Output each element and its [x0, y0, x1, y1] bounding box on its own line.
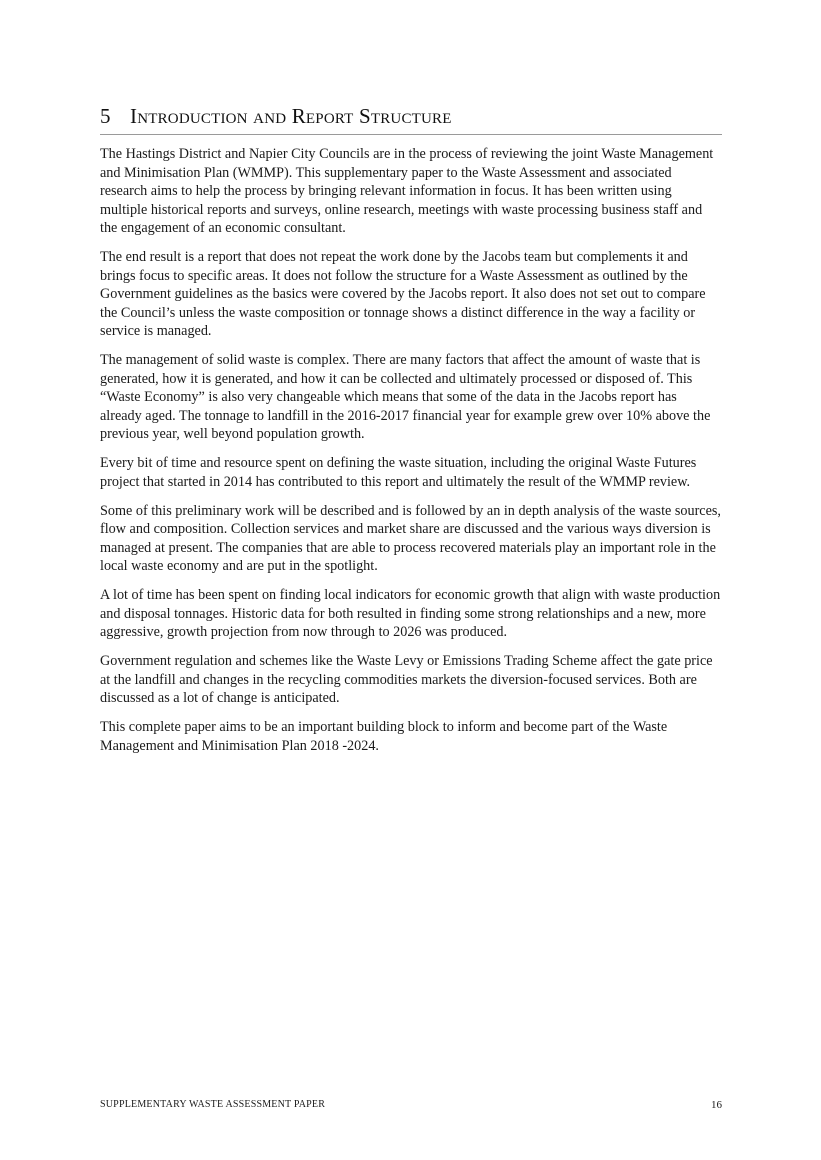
paragraph-intro: The Hastings District and Napier City Councils are in the process of reviewing the joint Waste Management and Minimisation Plan (WMMP). This supplementary paper to the Waste Assessment and associated research aims to help the process by bringing relevant information in focus. It has been written using multiple historical reports and surveys, online research, meetings with waste processing business staff and the engagement of an economic consultant.	[100, 146, 714, 236]
body-text	[100, 145, 722, 766]
section-title: Introduction and Report Structure	[130, 104, 452, 128]
section-heading	[100, 104, 722, 135]
section-number: 5	[100, 104, 111, 128]
paragraph-government-regulation: Government regulation and schemes like the Waste Levy or Emissions Trading Scheme affect the gate price at the landfill and changes in the recycling commodities markets the diversion-focused services. Both are discussed as a lot of change is anticipated.	[100, 653, 713, 706]
paragraph-end-result: The end result is a report that does not repeat the work done by the Jacobs team but complements it and brings focus to specific areas. It does not follow the structure for a Waste Assessment as outlined by the Government guidelines as the basics were covered by the Jacobs report. It also does not set out to compare the Council’s unless the waste composition or tonnage shows a distinct difference in the way a facility or service is managed.	[100, 249, 706, 339]
paragraph-management-complexity: The management of solid waste is complex. There are many factors that affect the amount of waste that is generated, how it is generated, and how it can be collected and ultimately processed or disposed of. This “Waste Economy” is also very changeable which means that some of the data in the Jacobs report has already aged. The tonnage to landfill in the 2016-2017 financial year for example grew over 10% above the previous year, well beyond population growth.	[100, 352, 711, 442]
paragraph-growth-indicators: A lot of time has been spent on finding local indicators for economic growth that align with waste production and disposal tonnages. Historic data for both resulted in finding some strong relationships and a new, more aggressive, growth projection from now through to 2026 was produced.	[100, 587, 721, 640]
page-number: 16	[711, 1099, 722, 1111]
paragraph-conclusion: This complete paper aims to be an important building block to inform and become part of the Waste Management and Minimisation Plan 2018 -2024.	[100, 719, 668, 754]
paragraph-time-resource: Every bit of time and resource spent on defining the waste situation, including the original Waste Futures project that started in 2014 has contributed to this report and ultimately the result of the WMMP review.	[100, 455, 697, 490]
footer-title: SUPPLEMENTARY WASTE ASSESSMENT PAPER	[100, 1099, 326, 1110]
paragraph-preliminary-work: Some of this preliminary work will be described and is followed by an in depth analysis of the waste sources, flow and composition. Collection services and market share are discussed and the various ways diversion is managed at present. The companies that are able to process recovered materials play an important role in the local waste economy and are put in the spotlight.	[100, 502, 721, 574]
